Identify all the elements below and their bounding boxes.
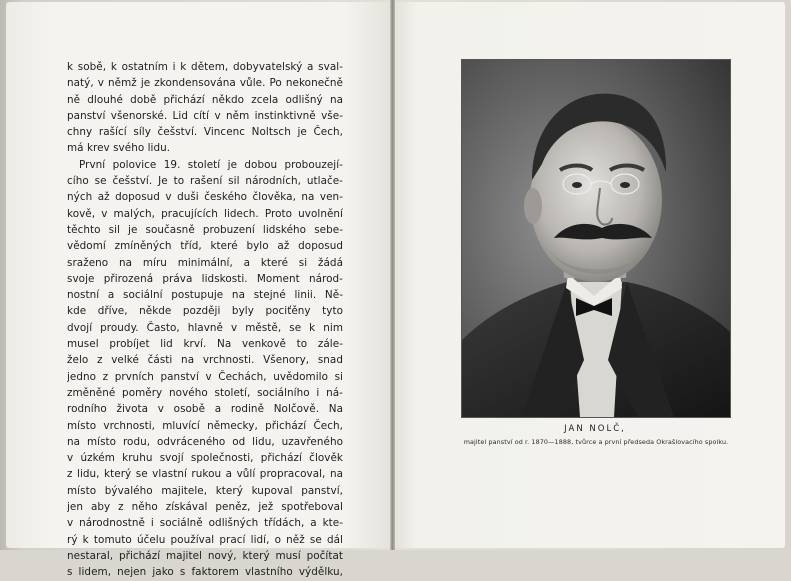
text-line: místo bývalého majitele, který kupoval panství, [67,484,343,497]
text-line: kově, v malých, pracujících lidech. Proto uvolnění [67,207,343,220]
text-line: ných až doposud v duši českého člověka, na ven- [67,191,343,204]
text-line: kde dříve, někde později byly pociťěny tyto [67,305,343,318]
text-line: nestaral, přichází majitel nový, který musí počítat [67,549,343,562]
text-line: dvojí proudy. Často, hlavně v městě, se k nim [67,321,343,334]
text-line: cího se češství. Je to rašení sil národních, utlače- [67,175,343,188]
text-line: svoje přirozená práva lidskosti. Moment národ- [67,272,343,285]
text-line: v úzkém kruhu svojí společnosti, přichází člověk [67,452,343,465]
text-line: ně dlouhé době přichází někdo zcela odlišný na [67,93,343,106]
text-line: změněné poměry nového století, sociálního i ná- [67,386,343,399]
text-line: těchto sil je současně probuzení lidského sebe- [67,223,343,236]
body-text [67,59,343,581]
text-line: z lidu, který se vlastní rukou a vůlí propracoval, na [67,468,343,481]
text-line: místo vrchnosti, mluvící německy, přichází Čech, [67,419,343,432]
text-line: jen aby z něho získával peněz, jež spotřeboval [67,501,343,514]
text-line: na místo rodu, odvráceného od lidu, uzavřeného [67,435,343,448]
text-line: s lidem, nejen jako s faktorem vlastního výdělku, [67,566,343,579]
text-line: želo z velké části na vrchnosti. Všenory, snad [67,354,343,367]
text-line: musel probíjet lid krví. Na venkově to zále- [67,338,343,351]
text-line: nostní a sociální postupuje na stejné linii. Ně- [67,289,343,302]
text-line: natý, v němž je zkondensována vůle. Po nekonečně [67,77,343,90]
caption-subtitle: majitel panství od r. 1870—1888, tvůrce a první předseda Okrašlovacího spolku. [463,438,729,446]
portrait-photo [461,59,731,418]
text-line: rý k tomuto účelu používal prací lidí, o něž se dál [67,533,343,546]
text-line: jedno z prvních panství v Čechách, uvědomilo si [67,370,343,383]
text-line: chny rašící síly češství. Vincenc Noltsch je Čech, [67,126,343,139]
portrait-image [462,60,730,417]
text-line: sraženo na míru minimální, a které si žádá [67,256,343,269]
text-line: má krev svého lidu. [67,142,171,155]
text-line: v národnostně i sociálně odlišných třídách, a kte- [67,517,343,530]
text-line: První polovice 19. století je dobou probouzejí- [79,158,343,171]
text-line: rodního života v osobě a rodině Nolčově. Na [67,403,343,416]
text-line: vědomí zmíněných tříd, které bylo až doposud [67,240,343,253]
caption-name: JAN NOLČ, [564,424,626,434]
book-gutter [390,0,395,550]
text-line: panství všenorské. Lid cítí v něm instinktivně vše- [67,109,343,122]
text-line: k sobě, k ostatním i k dětem, dobyvatelský a sval- [67,61,343,73]
